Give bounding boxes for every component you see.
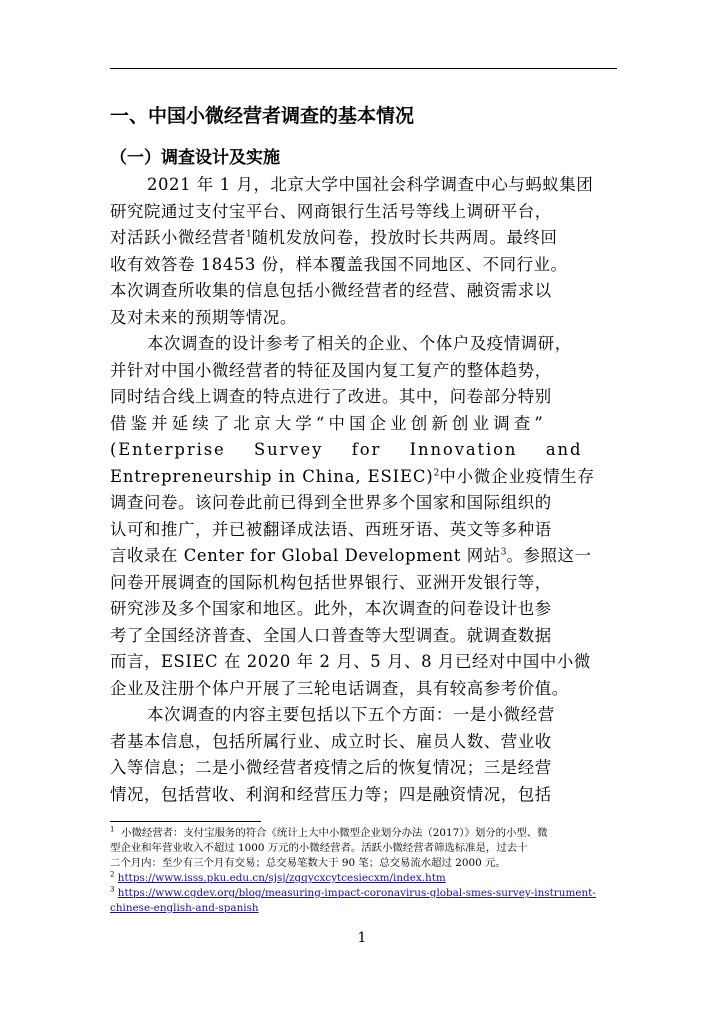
footnote-1-cont: 二个月内：至少有三个月有交易；总交易笔数大于 90 笔；总交易流水超过 2000 元。 [110,857,506,869]
body-text [110,172,617,808]
footnote-separator [110,821,261,822]
footnote-3-cont [110,901,620,916]
text-line [110,225,617,252]
text-segment: 。参照这一 [506,546,592,565]
text-line [110,543,617,570]
text-line: 研究院通过支付宝平台、网商银行生活号等线上调研平台， [110,201,552,221]
footnote-mark: 3 [110,885,115,894]
subsection-heading: （一）调查设计及实施 [110,148,280,168]
footnote-link[interactable]: https://www.cgdev.org/blog/measuring-impact-coronavirus-global-smes-survey-instrument- [117,887,596,899]
text-line: 2021 年 1 月，北京大学中国社会科学调查中心与蚂蚁集团 [147,175,594,194]
footnote-text: 小微经营者：支付宝服务的符合《统计上大中小微型企业划分办法（2017）》划分的小型、微 [121,827,548,839]
text-segment: 对活跃小微经营者 [110,228,246,247]
footnote-1 [110,826,620,841]
text-line: 本次调查所收集的信息包括小微经营者的经营、融资需求以 [110,281,552,300]
text-line: 收有效答卷 18453 份，样本覆盖我国不同地区、不同行业。 [110,254,568,274]
text-line: 问卷开展调查的国际机构包括世界银行、亚洲开发银行等， [110,572,552,592]
section-heading: 一、中国小微经营者调查的基本情况 [110,105,415,127]
text-line: 情况，包括营收、利润和经营压力等；四是融资情况，包括 [110,784,552,804]
footnote-link[interactable]: https://www.isss.pku.edu.cn/sjsj/zgqycxcytcesiecxm/index.htm [117,872,446,884]
footnote-2 [110,871,620,886]
text-segment: 言收录在 Center for Global Development 网站 [110,546,501,565]
text-line: 本次调查的设计参考了相关的企业、个体户及疫情调研， [147,334,572,353]
text-line: 借鉴并延续了北京大学“中国企业创新创业调查” [110,413,547,433]
header-rule [110,68,617,69]
text-line: 认可和推广，并已被翻译成法语、西班牙语、英文等多种语 [110,519,552,539]
text-line: 本次调查的内容主要包括以下五个方面：一是小微经营 [147,705,555,724]
footnote-1-cont: 型企业和年营业收入不超过 1000 万元的小微经营者。活跃小微经营者筛选标准是，过去十 [110,842,528,854]
text-line: 调查问卷。该问卷此前已得到全世界多个国家和国际组织的 [110,493,552,512]
text-line: 研究涉及多个国家和地区。此外，本次调查的问卷设计也参 [110,599,552,618]
text-segment: 中小微企业疫情生存 [439,466,595,486]
footnote-ref-2[interactable]: 2 [433,468,440,479]
text-line: 而言，ESIEC 在 2020 年 2 月、5 月、8 月已经对中国中小微 [110,652,591,671]
footnote-ref-3[interactable]: 3 [500,547,507,558]
footnote-ref-1[interactable]: 1 [245,229,252,240]
footnote-mark: 2 [110,870,115,879]
text-line: (Enterprise Survey for Innovation and [110,440,583,459]
page-number: 1 [357,930,367,946]
text-line: 考了全国经济普查、全国人口普查等大型调查。就调查数据 [110,625,552,645]
footnote-3 [110,886,620,901]
footnotes [110,826,620,916]
text-segment: 随机发放问卷，投放时长共两周。最终回 [251,228,558,247]
text-line: 及对未来的预期等情况。 [110,307,297,327]
text-line: 并针对中国小微经营者的特征及国内复工复产的整体趋势， [110,360,552,380]
text-line [110,464,617,491]
footnote-link[interactable]: chinese-english-and-spanish [110,902,259,914]
footnote-mark: 1 [110,825,115,834]
text-line: 同时结合线上调查的特点进行了改进。其中，问卷部分特别 [110,387,552,406]
text-line: 者基本信息，包括所属行业、成立时长、雇员人数、营业收 [110,731,552,751]
text-line: 入等信息；二是小微经营者疫情之后的恢复情况；三是经营 [110,758,552,777]
text-segment: Entrepreneurship in China, ESIEC) [110,466,434,486]
text-line: 企业及注册个体户开展了三轮电话调查，具有较高参考价值。 [110,678,569,698]
